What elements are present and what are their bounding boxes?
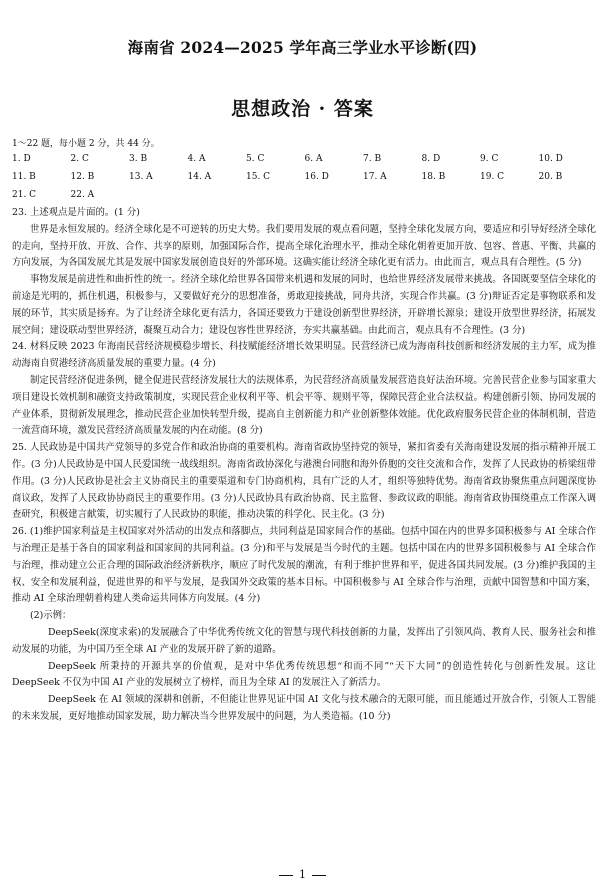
answer-cell: 3. B xyxy=(129,154,148,164)
q25-head: 25. 人民政协是中国共产党领导的多党合作和政治协商的重要机构。海南省政协坚持党的领导，紧扣省委有关海南建设发展的指示精神开展工作。(3 分)人民政协是中国人民爱国统一战线组织。海南省政协深化与港澳台同胞和海外侨胞的交往交流和合作，发挥了人民政协的桥梁纽带作用。(3 分)人民政协是社会主义协商民主的重要渠道和专门协商机构，具有广泛的人才，组织等独特优势。海南省政协聚焦重点问题深度协商议政，发挥了人民政协协商民主的重要作用。(3 分)人民政协具有政治协商、民主监督、参政议政的职能。海南省政协围绕重点工作深入调查研究，积极建言献策，切实履行了人民政协的职能，推动决策的科学化、民主化。(3 分) xyxy=(12,442,596,521)
q26-head: 26. (1)维护国家利益是主权国家对外活动的出发点和落脚点，共同利益是国家间合作的基础。包括中国在内的世界多国积极参与 AI 全球合作与治理正是基于各自的国家利益和国家间的共同利益。(3 分)和平与发展是当今时代的主题。包括中国在内的世界多国积极参与 AI 全球合作与治理，推动建立公正合理的国际政治经济新秩序，顺应了时代发展的潮流，有利于维护世界和平，促进各国共同发展。(3 分)维护我国的主权、安全和发展利益，促进世界的和平与发展，是我国外交政策的基本目标。中国积极参与 AI 全球合作与治理，贡献中国智慧和中国方案，推动 AI 全球治理朝着构建人类命运共同体方向发展。(4 分) xyxy=(12,526,596,605)
answer-cell: 22. A xyxy=(70,190,95,200)
q23-paragraph-1: 世界是永恒发展的。经济全球化是不可逆转的历史大势。我们要用发展的观点看问题，坚持全球化发展方向，要适应和引导好经济全球化的走向，坚持开放、开放、合作、共享的原则，加强国际合作，提高全球化治理水平，推动全球化朝着更加开放、包容、普惠、平衡、共赢的方向发展，为各国发展尤其是发展中国家发展创造良好的外部环境。这确实能让经济全球化更有活力。由此而言，观点具有合理性。(5 分) xyxy=(12,223,596,269)
q24-paragraph-1: 制定民营经济促进条例，健全促进民营经济发展壮大的法规体系，为民营经济高质量发展营造良好法治环境。完善民营企业参与国家重大项目建设长效机制和融资支持政策制度，实现民营企业权利平等、机会平等、规则平等，保障民营企业合法权益。构建创新引领、协同发展的产业体系，贯彻新发展理念，推动民营企业加快转型升级，提高自主创新能力和产业创新整体效能。优化政府服务民营企业的体制机制，营造一流营商环境，激发民营经济高质量发展的内在动能。(8 分) xyxy=(12,374,596,437)
answer-cell: 9. C xyxy=(480,154,499,164)
answer-row xyxy=(12,150,598,168)
page-number-text: 1 xyxy=(299,868,306,881)
question-24 xyxy=(12,339,596,440)
answer-cell: 12. B xyxy=(70,172,95,182)
page-number xyxy=(0,868,605,881)
q26-example-1: DeepSeek(深度求索)的发展融合了中华优秀传统文化的智慧与现代科技创新的力量，发挥出了引领风尚、教育人民、服务社会和推动发展的功能，为中国乃至全球 AI 产业的发展开辟了新的道路。 xyxy=(12,626,596,655)
answer-cell: 8. D xyxy=(421,154,441,164)
question-26 xyxy=(12,524,596,726)
choice-intro: 1～22 题，每小题 2 分，共 44 分。 xyxy=(12,139,160,149)
answer-cell: 11. B xyxy=(12,172,36,182)
q26-example-3: DeepSeek 在 AI 领域的深耕和创新，不但能让世界见证中国 AI 文化与技术融合的无限可能，而且能通过开放合作，引领人工智能的未来发展，更好地推动国家发展，助力解决当今世界发展中的问题，为人类造福。(10 分) xyxy=(12,694,596,722)
exam-subtitle: 思想政治 · 答案 xyxy=(231,98,374,120)
dash-left xyxy=(279,875,293,876)
answer-cell: 5. C xyxy=(246,154,265,164)
exam-title: 海南省 2024—2025 学年高三学业水平诊断(四) xyxy=(127,38,478,57)
answer-cell: 17. A xyxy=(363,172,387,182)
answer-cell: 6. A xyxy=(304,154,323,164)
q26-example-2: DeepSeek 所秉持的开源共享的价值观，是对中华优秀传统思想“和而不同”“天下大同”的创造性转化与创新性发展。这让 DeepSeek 不仅为中国 AI 产业的发展树立了榜样，而且为全球 AI 的发展注入了新活力。 xyxy=(12,660,596,689)
answer-cell: 10. D xyxy=(538,154,563,164)
q24-head: 24. 材料反映 2023 年海南民营经济规模稳步增长、科技赋能经济增长效果明显。民营经济已成为海南科技创新和经济发展的主力军，成为推动海南自贸港经济高质量发展的重要力量。(4 分) xyxy=(12,341,596,370)
answer-body xyxy=(12,205,596,726)
answer-cell: 16. D xyxy=(304,172,329,182)
answer-row xyxy=(12,186,598,204)
q23-head: 23. 上述观点是片面的。(1 分) xyxy=(12,207,140,218)
q23-paragraph-2: 事物发展是前进性和曲折性的统一。经济全球化给世界各国带来机遇和发展的同时，也给世界经济发展带来挑战。各国既要坚信全球化的前途是光明的，抓住机遇，积极参与，又要做好充分的思想准备，勇敢迎接挑战，同舟共济，实现合作共赢。(3 分)辩证否定是事物联系和发展的环节，其实质是扬弃。为了让经济全球化更有活力，各国还要致力于建设创新型世界经济，开辟增长源泉；建设开放型世界经济，拓展发展空间；建设联动型世界经济，凝聚互动合力；建设包容性世界经济，夯实共赢基础。由此而言，观点具有不合理性。(3 分) xyxy=(12,274,596,336)
answer-cell: 20. B xyxy=(538,172,563,182)
answer-cell: 15. C xyxy=(246,172,271,182)
answer-cell: 7. B xyxy=(363,154,382,164)
q26-example-label: (2)示例： xyxy=(30,610,72,622)
answer-cell: 18. B xyxy=(421,172,446,182)
answer-cell: 4. A xyxy=(187,154,206,164)
answer-cell: 2. C xyxy=(70,154,89,164)
answer-cell: 13. A xyxy=(129,172,153,182)
answer-cell: 14. A xyxy=(187,172,212,182)
answer-cell: 1. D xyxy=(12,154,31,164)
answer-row xyxy=(12,168,598,186)
answer-cell: 21. C xyxy=(12,190,37,200)
answer-cell: 19. C xyxy=(480,172,505,182)
choice-answer-grid xyxy=(12,150,598,204)
dash-right xyxy=(312,875,326,876)
question-23 xyxy=(12,205,596,339)
question-25 xyxy=(12,440,596,524)
